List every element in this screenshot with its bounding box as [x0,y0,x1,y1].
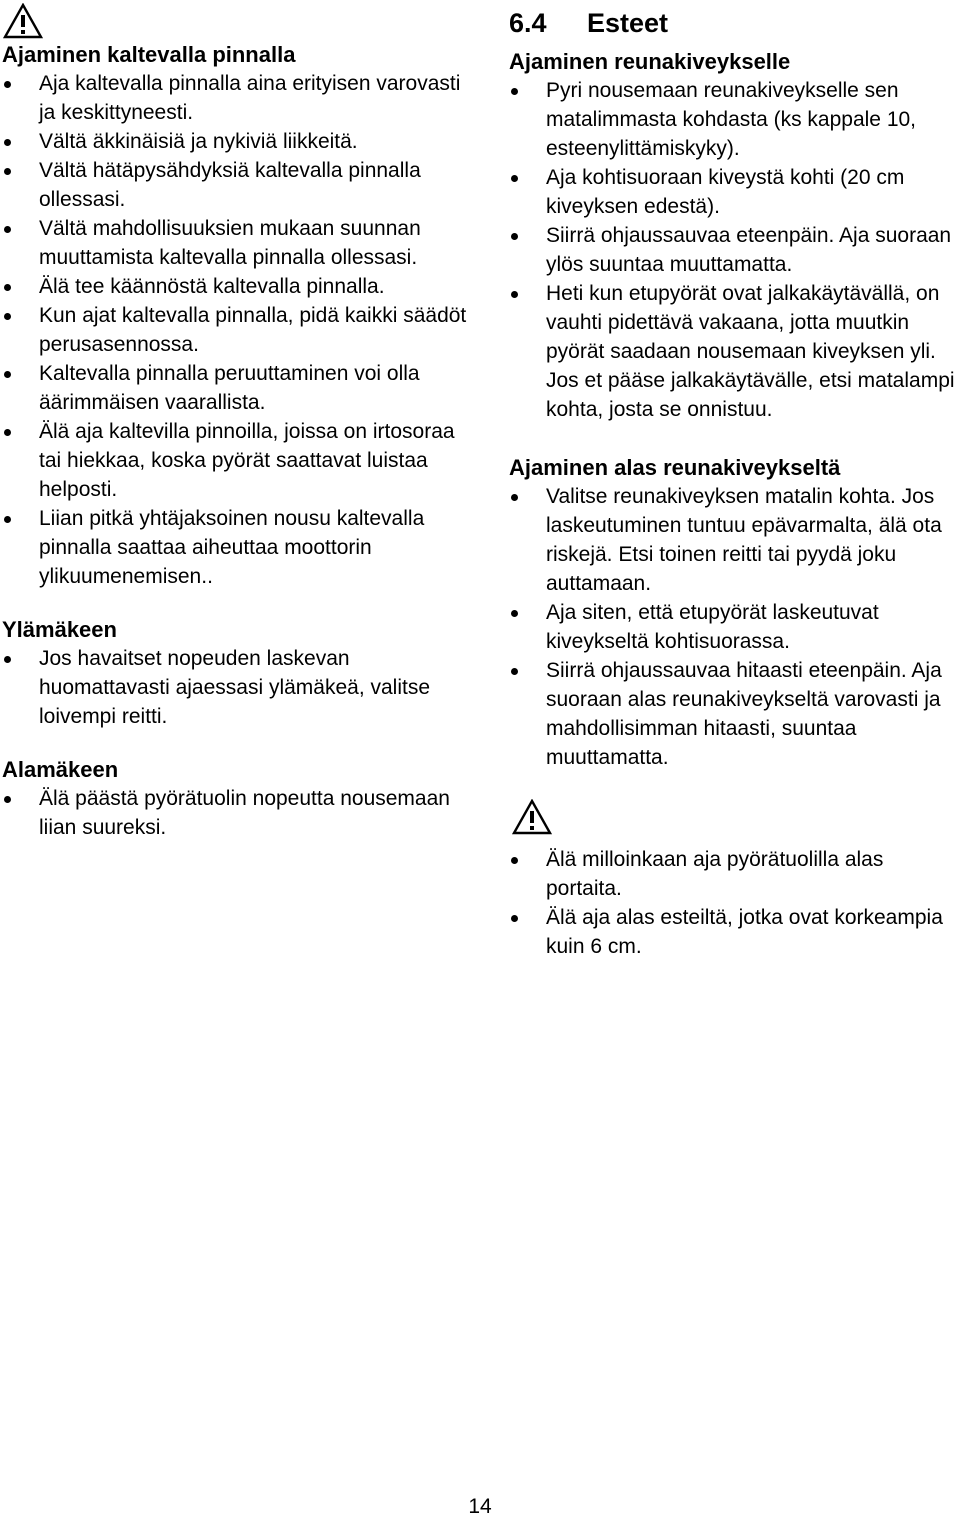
list-item: Vältä hätäpysähdyksiä kaltevalla pinnalla ollessasi. [2,156,468,214]
section-number: 6.4 [509,8,547,38]
left-column [2,0,468,842]
list-item: Aja siten, että etupyörät laskeutuvat kiveykseltä kohtisuorassa. [509,598,960,656]
list-item: Siirrä ohjaussauvaa eteenpäin. Aja suoraan ylös suuntaa muuttamatta. [509,221,960,279]
curb-down-list [509,482,960,772]
right-column [509,0,960,961]
list-item: Älä aja kaltevilla pinnoilla, joissa on irtosoraa tai hiekkaa, koska pyörät saattavat luistaa helposti. [2,417,468,504]
section-title-text: Esteet [587,8,669,38]
list-item: Älä aja alas esteiltä, jotka ovat korkeampia kuin 6 cm. [509,903,960,961]
warning-list [509,845,960,961]
slope-list [2,69,468,591]
list-item: Aja kaltevalla pinnalla aina erityisen varovasti ja keskittyneesti. [2,69,468,127]
downhill-section [2,755,468,842]
list-item: Vältä mahdollisuuksien mukaan suunnan muuttamista kaltevalla pinnalla ollessasi. [2,214,468,272]
list-item: Älä päästä pyörätuolin nopeutta nousemaan liian suureksi. [2,784,468,842]
uphill-heading: Ylämäkeen [2,617,117,642]
slope-heading: Ajaminen kaltevalla pinnalla [2,42,296,67]
list-item: Pyri nousemaan reunakiveykselle sen matalimmasta kohdasta (ks kappale 10, esteenylittämiskyky). [509,76,960,163]
curb-down-heading: Ajaminen alas reunakiveykseltä [509,455,841,480]
curb-up-list [509,76,960,424]
list-item: Älä milloinkaan aja pyörätuolilla alas portaita. [509,845,960,903]
list-item: Heti kun etupyörät ovat jalkakäytävällä, on vauhti pidettävä vakaana, jotta muutkin pyörät saadaan nousemaan kiveyksen yli. Jos et pääse jalkakäytävälle, etsi matalampi kohta, josta se onnistuu. [509,279,960,424]
list-item: Valitse reunakiveyksen matalin kohta. Jos laskeutuminen tuntuu epävarmalta, älä ota riskejä. Etsi toinen reitti tai pyydä joku auttamaan. [509,482,960,598]
section-title [509,6,960,40]
curb-up-heading: Ajaminen reunakiveykselle [509,49,791,74]
warning-triangle-icon [3,3,468,39]
downhill-heading: Alamäkeen [2,757,119,782]
curb-down-section [509,453,960,772]
list-item: Jos havaitset nopeuden laskevan huomattavasti ajaessasi ylämäkeä, valitse loivempi reitti. [2,644,468,731]
list-item: Kaltevalla pinnalla peruuttaminen voi olla äärimmäisen vaarallista. [2,359,468,417]
downhill-list [2,784,468,842]
list-item: Vältä äkkinäisiä ja nykiviä liikkeitä. [2,127,468,156]
list-item: Älä tee käännöstä kaltevalla pinnalla. [2,272,468,301]
curb-up-section [509,47,960,424]
list-item: Kun ajat kaltevalla pinnalla, pidä kaikki säädöt perusasennossa. [2,301,468,359]
warning-triangle-icon [512,799,960,835]
list-item: Liian pitkä yhtäjaksoinen nousu kaltevalla pinnalla saattaa aiheuttaa moottorin ylikuumenemisen.. [2,504,468,591]
uphill-section [2,615,468,731]
list-item: Aja kohtisuoraan kiveystä kohti (20 cm kiveyksen edestä). [509,163,960,221]
slope-section [2,40,468,591]
list-item: Siirrä ohjaussauvaa hitaasti eteenpäin. Aja suoraan alas reunakiveykseltä varovasti ja mahdollisimman hitaasti, suuntaa muuttamatta. [509,656,960,772]
page-number: 14 [468,1495,492,1518]
uphill-list [2,644,468,731]
